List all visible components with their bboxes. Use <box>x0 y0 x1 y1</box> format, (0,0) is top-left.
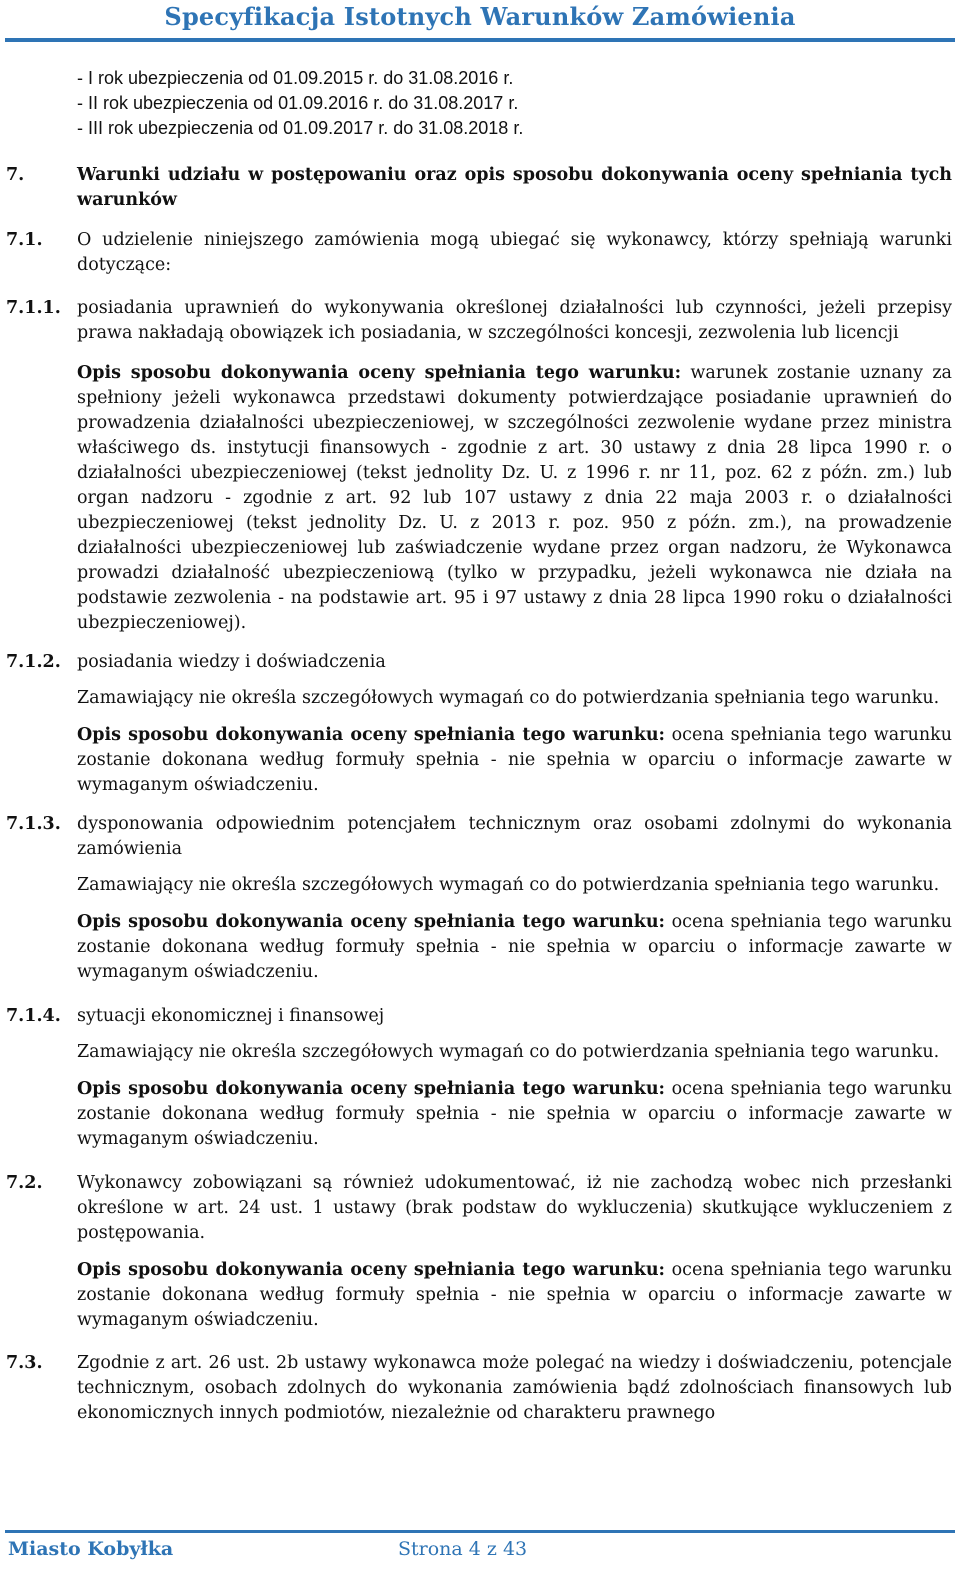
section-7-1-1 <box>6 296 952 346</box>
section-title: Warunki udziału w postępowaniu oraz opis sposobu dokonywania oceny spełniania tych warunków <box>77 165 952 210</box>
section-number: 7.1.3. <box>6 814 61 834</box>
assessment-label: Opis sposobu dokonywania oceny spełniania tego warunku: <box>77 725 666 745</box>
assessment-text: ocena spełniania tego warunku zostanie dokonana według formuły spełnia - nie spełnia w oparciu o informacje zawarte w wymaganym oświadczeniu. <box>77 1260 952 1330</box>
section-text: Zgodnie z art. 26 ust. 2b ustawy wykonawca może polegać na wiedzy i doświadczeniu, potencjale technicznym, osobach zdolnych do wykonania zamówienia bądź zdolnościach finansowych lub ekonomicznych innych podmiotów, niezależnie od charakteru prawnego <box>77 1353 952 1423</box>
assessment-label: Opis sposobu dokonywania oceny spełniania tego warunku: <box>77 1079 666 1099</box>
requirement-paragraph: Zamawiający nie określa szczegółowych wymagań co do potwierdzania spełniania tego warunku. <box>77 875 940 895</box>
section-text: posiadania uprawnień do wykonywania określonej działalności lub czynności, jeżeli przepisy prawa nakładają obowiązek ich posiadania, w szczególności koncesji, zezwolenia lub licencji <box>77 298 952 343</box>
assessment-paragraph <box>77 361 952 636</box>
document-body <box>6 66 952 1426</box>
assessment-text: ocena spełniania tego warunku zostanie dokonana według formuły spełnia - nie spełnia w oparciu o informacje zawarte w wymaganym oświadczeniu. <box>77 725 952 795</box>
assessment-text: warunek zostanie uznany za spełniony jeżeli wykonawca przedstawi dokumenty potwierdzające posiadanie uprawnień do prowadzenia działalności ubezpieczeniowej, w szczególności zezwolenie wydane przez ministra właściwego ds. instytucji finansowych - zgodnie z art. 30 ustawy z dnia 28 lipca 1990 r. o działalności ubezpieczeniowej (tekst jednolity Dz. U. z 1996 r. nr 11, poz. 62 z późn. zm.) lub organ nadzoru - zgodnie z art. 92 lub 107 ustawy z dnia 22 maja 2003 r. o działalności ubezpieczeniowej (tekst jednolity Dz. U. z 2013 r. poz. 950 z późn. zm.), na prowadzenie działalności ubezpieczeniowej lub zaświadczenie wydane przez organ nadzoru, że Wykonawca prowadzi działalność ubezpieczeniową (tylko w przypadku, jeżeli wykonawca nie działa na podstawie zezwolenia - na podstawie art. 95 i 97 ustawy z dnia 28 lipca 1990 roku o działalności ubezpieczeniowej). <box>77 363 952 633</box>
section-text: dysponowania odpowiednim potencjałem technicznym oraz osobami zdolnymi do wykonania zamówienia <box>77 814 952 859</box>
assessment-text: ocena spełniania tego warunku zostanie dokonana według formuły spełnia - nie spełnia w oparciu o informacje zawarte w wymaganym oświadczeniu. <box>77 1079 952 1149</box>
section-text: sytuacji ekonomicznej i finansowej <box>77 1006 385 1026</box>
assessment-label: Opis sposobu dokonywania oceny spełniania tego warunku: <box>77 1260 666 1280</box>
footer-organization: Miasto Kobyłka <box>8 1538 174 1560</box>
section-number: 7.3. <box>6 1353 43 1373</box>
assessment-text: ocena spełniania tego warunku zostanie dokonana według formuły spełnia - nie spełnia w oparciu o informacje zawarte w wymaganym oświadczeniu. <box>77 912 952 982</box>
section-7-1-2 <box>6 650 952 675</box>
footer-page-number: Strona 4 z 43 <box>398 1538 528 1560</box>
section-text: O udzielenie niniejszego zamówienia mogą ubiegać się wykonawcy, którzy spełniają warunki dotyczące: <box>77 230 952 275</box>
assessment-paragraph <box>77 1077 952 1152</box>
assessment-paragraph <box>77 1258 952 1333</box>
section-7-1-3 <box>6 812 952 862</box>
section-7-heading <box>6 163 952 213</box>
page-header-title: Specyfikacja Istotnych Warunków Zamówienia <box>164 2 796 31</box>
section-number: 7.1.1. <box>6 298 61 318</box>
requirement-paragraph: Zamawiający nie określa szczegółowych wymagań co do potwierdzania spełniania tego warunku. <box>77 1042 940 1062</box>
assessment-label: Opis sposobu dokonywania oceny spełniania tego warunku: <box>77 912 666 932</box>
insurance-period-2: - II rok ubezpieczenia od 01.09.2016 r. do 31.08.2017 r. <box>77 93 519 113</box>
section-text: posiadania wiedzy i doświadczenia <box>77 652 386 672</box>
section-7-1-4 <box>6 1004 952 1029</box>
section-number: 7.1. <box>6 230 43 250</box>
section-number: 7. <box>6 165 25 185</box>
assessment-label: Opis sposobu dokonywania oceny spełniania tego warunku: <box>77 363 682 383</box>
section-number: 7.2. <box>6 1173 43 1193</box>
assessment-paragraph <box>77 723 952 798</box>
insurance-period-3: - III rok ubezpieczenia od 01.09.2017 r. do 31.08.2018 r. <box>77 118 524 138</box>
section-7-2 <box>6 1171 952 1246</box>
header-divider <box>5 38 955 42</box>
assessment-paragraph <box>77 910 952 985</box>
section-number: 7.1.2. <box>6 652 61 672</box>
footer-divider <box>5 1530 955 1533</box>
insurance-period-1: - I rok ubezpieczenia od 01.09.2015 r. do 31.08.2016 r. <box>77 68 514 88</box>
section-7-3 <box>6 1351 952 1426</box>
requirement-paragraph: Zamawiający nie określa szczegółowych wymagań co do potwierdzania spełniania tego warunku. <box>77 688 940 708</box>
section-text: Wykonawcy zobowiązani są również udokumentować, iż nie zachodzą wobec nich przesłanki określone w art. 24 ust. 1 ustawy (brak podstaw do wykluczenia) skutkujące wykluczeniem z postępowania. <box>77 1173 952 1243</box>
section-7-1 <box>6 228 952 278</box>
section-number: 7.1.4. <box>6 1006 61 1026</box>
